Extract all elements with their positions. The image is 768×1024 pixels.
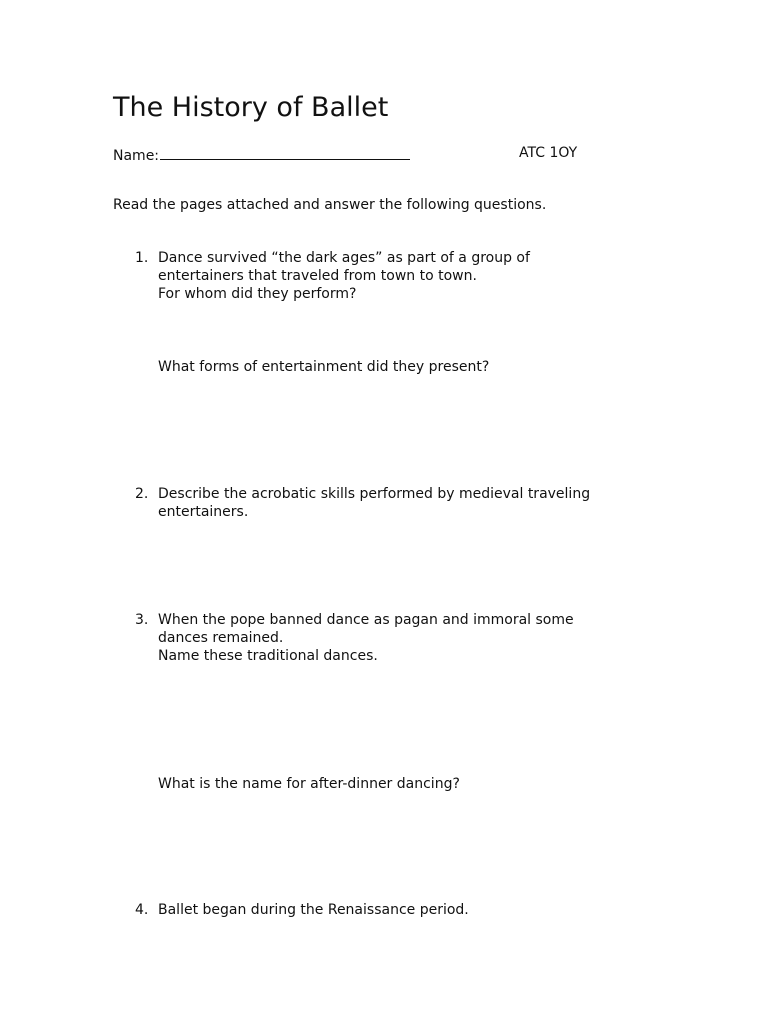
- question-3-text: [158, 611, 638, 665]
- question-2-line-1: Describe the acrobatic skills performed by medieval traveling: [158, 486, 591, 502]
- question-3-followup: What is the name for after-dinner dancing?: [158, 776, 460, 792]
- question-3-number: 3.: [135, 612, 149, 628]
- question-4-number: 4.: [135, 902, 149, 918]
- question-3-line-2: dances remained.: [158, 630, 284, 646]
- question-4-text: [158, 901, 638, 919]
- question-1-line-2: entertainers that traveled from town to town.: [158, 268, 477, 284]
- question-1-line-3: For whom did they perform?: [158, 286, 357, 302]
- page-title: The History of Ballet: [113, 92, 389, 123]
- question-3-line-3: Name these traditional dances.: [158, 648, 378, 664]
- name-label: Name:: [113, 148, 160, 164]
- question-1-text: [158, 249, 638, 303]
- question-2-text: [158, 485, 638, 521]
- question-2-number: 2.: [135, 486, 149, 502]
- course-code: ATC 1OY: [519, 145, 578, 161]
- question-2-line-2: entertainers.: [158, 504, 249, 520]
- question-4-line-1: Ballet began during the Renaissance period.: [158, 902, 469, 918]
- question-1-followup: What forms of entertainment did they present?: [158, 359, 490, 375]
- question-3-line-1: When the pope banned dance as pagan and immoral some: [158, 612, 574, 628]
- name-blank-line[interactable]: [160, 144, 410, 160]
- question-1-line-1: Dance survived “the dark ages” as part of a group of: [158, 250, 530, 266]
- name-field-row: [113, 144, 410, 165]
- question-1-number: 1.: [135, 250, 149, 266]
- instructions-text: Read the pages attached and answer the following questions.: [113, 197, 547, 213]
